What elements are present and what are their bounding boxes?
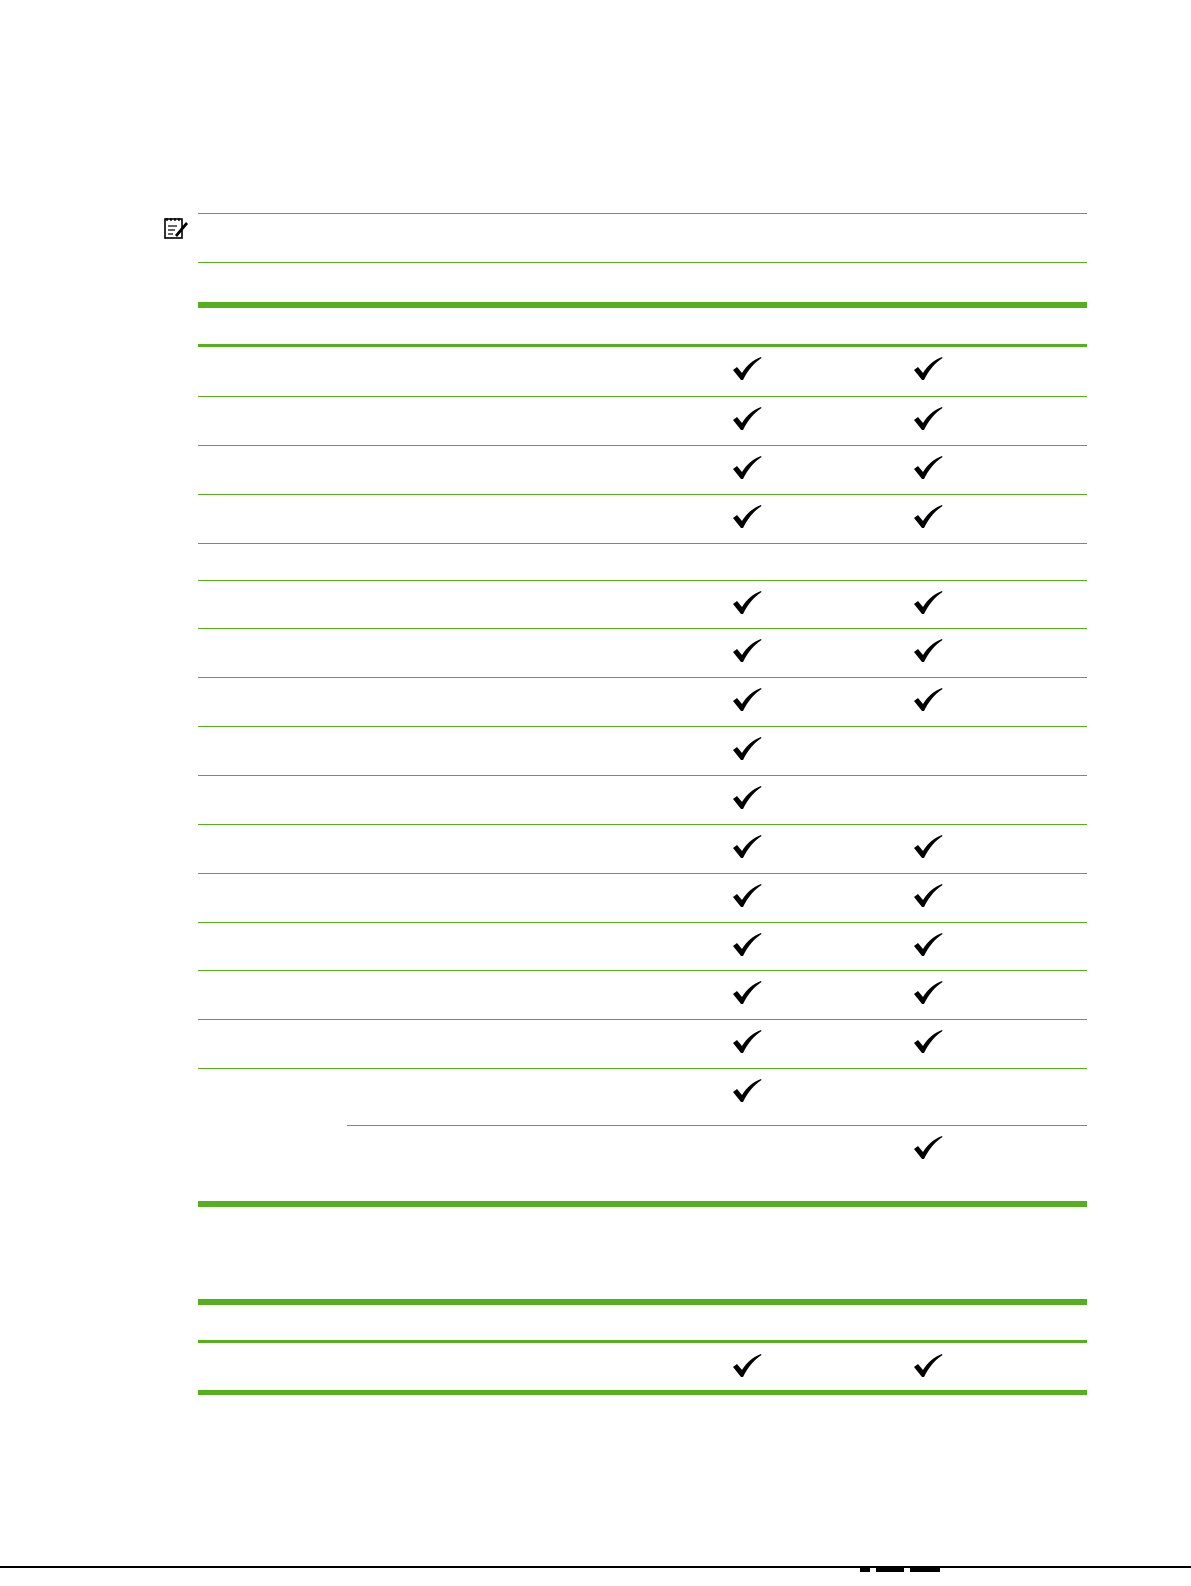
checkmark-icon <box>732 1078 762 1104</box>
checkmark-icon <box>732 883 762 909</box>
checkmark-icon <box>732 980 762 1006</box>
row-separator <box>198 824 1087 825</box>
checkmark-icon <box>732 638 762 664</box>
checkmark-icon <box>913 356 943 382</box>
row-separator <box>198 1068 1087 1069</box>
row-separator <box>198 775 1087 776</box>
checkmark-icon <box>732 687 762 713</box>
checkmark-icon <box>732 1029 762 1055</box>
checkmark-icon <box>913 834 943 860</box>
checkmark-icon <box>732 455 762 481</box>
table-top-rule <box>198 1299 1087 1305</box>
footer-marks <box>860 1568 990 1578</box>
table-header-rule <box>198 344 1087 347</box>
checkmark-icon <box>913 883 943 909</box>
row-separator <box>198 1019 1087 1020</box>
checkmark-icon <box>732 785 762 811</box>
note-icon <box>163 216 189 240</box>
checkmark-icon <box>913 1353 943 1379</box>
row-separator <box>198 445 1087 446</box>
checkmark-icon <box>732 590 762 616</box>
checkmark-icon <box>732 932 762 958</box>
table-bottom-rule <box>198 1390 1087 1395</box>
table-top-rule <box>198 302 1087 308</box>
row-separator <box>198 873 1087 874</box>
checkmark-icon <box>913 932 943 958</box>
row-separator <box>198 628 1087 629</box>
checkmark-icon <box>913 687 943 713</box>
row-separator <box>198 543 1087 544</box>
note-bottom-rule <box>198 262 1087 263</box>
checkmark-icon <box>913 590 943 616</box>
checkmark-icon <box>913 1029 943 1055</box>
checkmark-icon <box>732 834 762 860</box>
checkmark-icon <box>913 980 943 1006</box>
note-top-rule <box>198 213 1087 214</box>
checkmark-icon <box>913 504 943 530</box>
row-separator <box>198 677 1087 678</box>
checkmark-icon <box>732 406 762 432</box>
page-footer-rule <box>0 1566 1191 1568</box>
checkmark-icon <box>732 356 762 382</box>
row-separator <box>198 726 1087 727</box>
checkmark-icon <box>913 638 943 664</box>
checkmark-icon <box>913 406 943 432</box>
row-separator <box>198 970 1087 971</box>
table-header-rule <box>198 1340 1087 1343</box>
checkmark-icon <box>732 504 762 530</box>
table-bottom-rule <box>198 1201 1087 1207</box>
row-separator <box>198 494 1087 495</box>
row-separator <box>198 922 1087 923</box>
checkmark-icon <box>913 1135 943 1161</box>
checkmark-icon <box>913 455 943 481</box>
checkmark-icon <box>732 1353 762 1379</box>
row-separator <box>198 396 1087 397</box>
checkmark-icon <box>732 736 762 762</box>
row-separator <box>198 580 1087 581</box>
row-separator <box>347 1125 1087 1126</box>
